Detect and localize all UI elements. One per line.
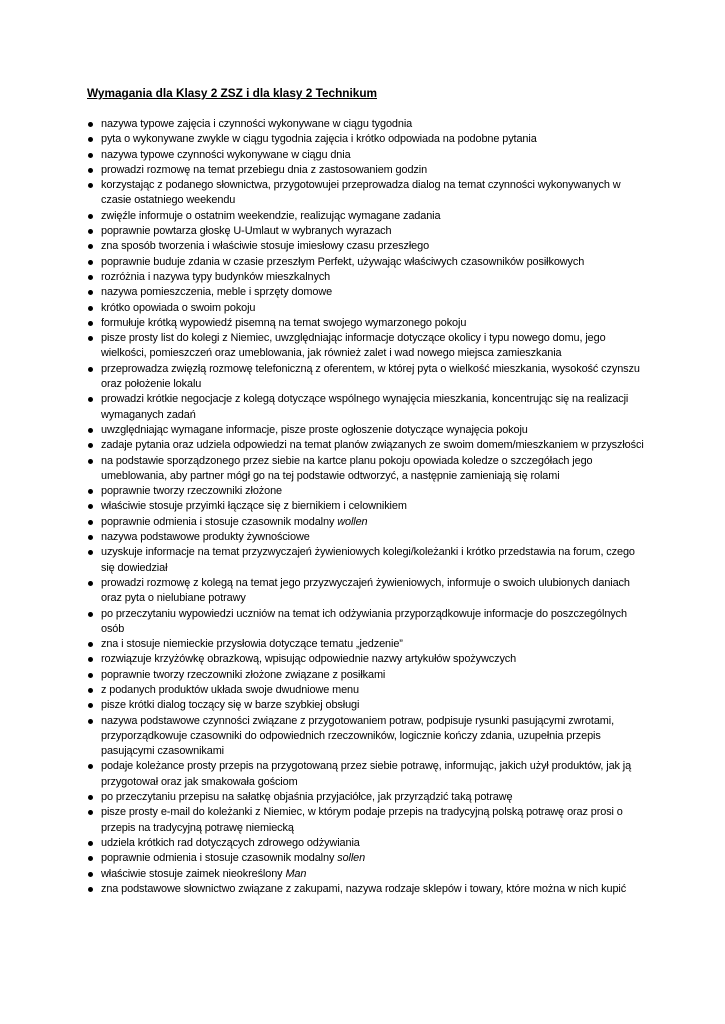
list-item-text: rozróżnia i nazywa typy budynków mieszkalnych xyxy=(101,270,331,283)
bullet-icon xyxy=(88,520,93,525)
list-item xyxy=(87,224,647,239)
list-item-text: podaje koleżance prosty przepis na przygotowaną przez siebie potrawę, informując, jakich użył produktów, jak ją przygotował oraz jak smakowała gościom xyxy=(101,760,632,788)
list-item xyxy=(87,668,647,683)
list-item xyxy=(87,530,647,545)
bullet-icon xyxy=(88,657,93,662)
list-item-text: zadaje pytania oraz udziela odpowiedzi na temat planów związanych ze swoim domem/mieszkaniem w przyszłości xyxy=(101,439,644,452)
list-item xyxy=(87,759,647,790)
bullet-icon xyxy=(88,841,93,846)
bullet-icon xyxy=(88,642,93,647)
list-item-text: zna podstawowe słownictwo związane z zakupami, nazywa rodzaje sklepów i towary, które można w nich kupić xyxy=(101,882,627,895)
bullet-icon xyxy=(88,489,93,494)
list-item-text: po przeczytaniu przepisu na sałatkę objaśnia przyjaciółce, jak przyrządzić taką potrawę xyxy=(101,791,513,804)
list-item xyxy=(87,255,647,270)
list-item xyxy=(87,607,647,638)
bullet-icon xyxy=(88,504,93,509)
list-item xyxy=(87,117,647,132)
list-item-text: pyta o wykonywane zwykle w ciągu tygodnia zajęcia i krótko odpowiada na podobne pytania xyxy=(101,133,537,146)
list-item-text: zna sposób tworzenia i właściwie stosuje imiesłowy czasu przeszłego xyxy=(101,240,430,253)
bullet-icon xyxy=(88,550,93,555)
bullet-icon xyxy=(88,397,93,402)
list-item xyxy=(87,209,647,224)
list-item xyxy=(87,805,647,836)
list-item-text: właściwie stosuje zaimek nieokreślony Man xyxy=(101,867,307,880)
list-item-text: nazywa typowe czynności wykonywane w ciągu dnia xyxy=(101,148,351,161)
bullet-icon xyxy=(88,703,93,708)
bullet-icon xyxy=(88,764,93,769)
list-item-text: krótko opowiada o swoim pokoju xyxy=(101,301,256,314)
list-item-text: prowadzi rozmowę z kolegą na temat jego przyzwyczajeń żywieniowych, informuje o swoich ulubionych daniach oraz pyta o nielubiane potrawy xyxy=(101,576,630,605)
list-item xyxy=(87,576,647,607)
list-item-text: rozwiązuje krzyżówkę obrazkową, wpisując odpowiednie nazwy artykułów spożywczych xyxy=(101,653,517,666)
bullet-icon xyxy=(88,321,93,326)
list-item-text: pisze krótki dialog toczący się w barze szybkiej obsługi xyxy=(101,699,360,712)
list-item-text: poprawnie tworzy rzeczowniki złożone związane z posiłkami xyxy=(101,668,386,681)
list-item-text: zwięźle informuje o ostatnim weekendzie, realizując wymagane zadania xyxy=(101,209,441,222)
list-item xyxy=(87,454,647,485)
bullet-icon xyxy=(88,260,93,265)
list-item-text: właściwie stosuje przyimki łączące się z biernikiem i celownikiem xyxy=(101,500,407,513)
list-item xyxy=(87,362,647,393)
bullet-icon xyxy=(88,612,93,617)
document-title: Wymagania dla Klasy 2 ZSZ i dla klasy 2 Technikum xyxy=(87,86,378,100)
list-item xyxy=(87,148,647,163)
list-item-text: poprawnie odmienia i stosuje czasownik modalny wollen xyxy=(101,515,368,528)
bullet-icon xyxy=(88,275,93,280)
list-item xyxy=(87,163,647,178)
bullet-icon xyxy=(88,122,93,127)
emphasized-word: Man xyxy=(285,867,307,880)
bullet-icon xyxy=(88,535,93,540)
bullet-icon xyxy=(88,581,93,586)
list-item xyxy=(87,545,647,576)
list-item xyxy=(87,515,647,530)
list-item xyxy=(87,851,647,866)
emphasized-word: wollen xyxy=(337,515,368,528)
list-item xyxy=(87,423,647,438)
list-item xyxy=(87,652,647,667)
list-item xyxy=(87,714,647,760)
requirements-list xyxy=(87,117,647,897)
bullet-icon xyxy=(88,336,93,341)
bullet-icon xyxy=(88,428,93,433)
list-item-text: na podstawie sporządzonego przez siebie na kartce planu pokoju opowiada koledze o szczegółach jego umeblowania, aby partner mógł go na tej podstawie odtworzyć, a następnie zamieniają się rolami xyxy=(101,454,593,482)
bullet-icon xyxy=(88,887,93,892)
bullet-icon xyxy=(88,367,93,372)
list-item xyxy=(87,438,647,453)
bullet-icon xyxy=(88,214,93,219)
list-item-text: uwzględniając wymagane informacje, pisze proste ogłoszenie dotyczące wynajęcia pokoju xyxy=(101,423,528,436)
list-item xyxy=(87,683,647,698)
list-item-text: uzyskuje informacje na temat przyzwyczajeń żywieniowych kolegi/koleżanki i krótko przedstawia na forum, czego się dowiedział xyxy=(101,546,635,574)
list-item xyxy=(87,178,647,209)
bullet-icon xyxy=(88,168,93,173)
list-item xyxy=(87,285,647,300)
bullet-icon xyxy=(88,244,93,249)
bullet-icon xyxy=(88,688,93,693)
list-item-text: pisze prosty list do kolegi z Niemiec, uwzględniając informacje dotyczące okolicy i typu nowego domu, jego wielkości, pomieszczeń oraz umeblowania, jak również zalet i wad nowego miejsca zamieszkania xyxy=(101,332,606,360)
bullet-icon xyxy=(88,673,93,678)
bullet-icon xyxy=(88,856,93,861)
list-item-text: nazywa podstawowe produkty żywnościowe xyxy=(101,531,310,544)
list-item xyxy=(87,698,647,713)
list-item xyxy=(87,316,647,331)
list-item-text: zna i stosuje niemieckie przysłowia dotyczące tematu „jedzenie” xyxy=(101,638,403,651)
list-item-text: przeprowadza zwięzłą rozmowę telefoniczną z oferentem, w której pyta o wielkość mieszkania, wysokość czynszu oraz położenie lokalu xyxy=(101,362,640,391)
bullet-icon xyxy=(88,229,93,234)
list-item-text: pisze prosty e-mail do koleżanki z Niemiec, w którym podaje przepis na tradycyjną polską potrawę oraz prosi o przepis na tradycyjną potrawę niemiecką xyxy=(101,806,623,834)
list-item xyxy=(87,239,647,254)
list-item xyxy=(87,392,647,423)
list-item-text: poprawnie odmienia i stosuje czasownik modalny sollen xyxy=(101,852,366,865)
list-item xyxy=(87,484,647,499)
list-item xyxy=(87,882,647,897)
list-item-text: prowadzi krótkie negocjacje z kolegą dotyczące wspólnego wynajęcia mieszkania, koncentrując się na realizacji wymaganych zadań xyxy=(101,393,629,421)
list-item-text: nazywa typowe zajęcia i czynności wykonywane w ciągu tygodnia xyxy=(101,118,413,130)
bullet-icon xyxy=(88,719,93,724)
list-item-text: po przeczytaniu wypowiedzi uczniów na temat ich odżywiania przyporządkowuje informacje do poszczególnych osób xyxy=(101,607,627,635)
bullet-icon xyxy=(88,137,93,142)
list-item-text: nazywa pomieszczenia, meble i sprzęty domowe xyxy=(101,286,333,299)
bullet-icon xyxy=(88,795,93,800)
bullet-icon xyxy=(88,459,93,464)
bullet-icon xyxy=(88,183,93,188)
list-item-text: prowadzi rozmowę na temat przebiegu dnia z zastosowaniem godzin xyxy=(101,163,428,176)
bullet-icon xyxy=(88,306,93,311)
list-item-text: poprawnie tworzy rzeczowniki złożone xyxy=(101,485,283,498)
bullet-icon xyxy=(88,290,93,295)
bullet-icon xyxy=(88,810,93,815)
bullet-icon xyxy=(88,443,93,448)
list-item-text: korzystając z podanego słownictwa, przygotowujei przeprowadza dialog na temat czynności wykonywanych w czasie ostatniego weekendu xyxy=(101,179,621,207)
bullet-icon xyxy=(88,153,93,158)
list-item xyxy=(87,132,647,147)
list-item-text: nazywa podstawowe czynności związane z przygotowaniem potraw, podpisuje rysunki pasującymi zwrotami, przyporządkowuje czasowniki do odpowiednich rzeczowników, logicznie kończy zdania, uzupełnia przepis pasującymi czasownikami xyxy=(101,714,614,758)
list-item xyxy=(87,867,647,882)
list-item-text: formułuje krótką wypowiedź pisemną na temat swojego wymarzonego pokoju xyxy=(101,316,467,329)
list-item-text: z podanych produktów układa swoje dwudniowe menu xyxy=(101,683,359,696)
list-item-text: udziela krótkich rad dotyczących zdrowego odżywiania xyxy=(101,836,360,849)
list-item xyxy=(87,331,647,362)
list-item xyxy=(87,499,647,514)
list-item-text: poprawnie buduje zdania w czasie przeszłym Perfekt, używając właściwych czasowników posiłkowych xyxy=(101,255,585,268)
bullet-icon xyxy=(88,872,93,877)
list-item-text: poprawnie powtarza głoskę U-Umlaut w wybranych wyrazach xyxy=(101,225,392,238)
list-item xyxy=(87,270,647,285)
list-item xyxy=(87,790,647,805)
list-item xyxy=(87,836,647,851)
emphasized-word: sollen xyxy=(337,852,366,865)
list-item xyxy=(87,637,647,652)
list-item xyxy=(87,301,647,316)
